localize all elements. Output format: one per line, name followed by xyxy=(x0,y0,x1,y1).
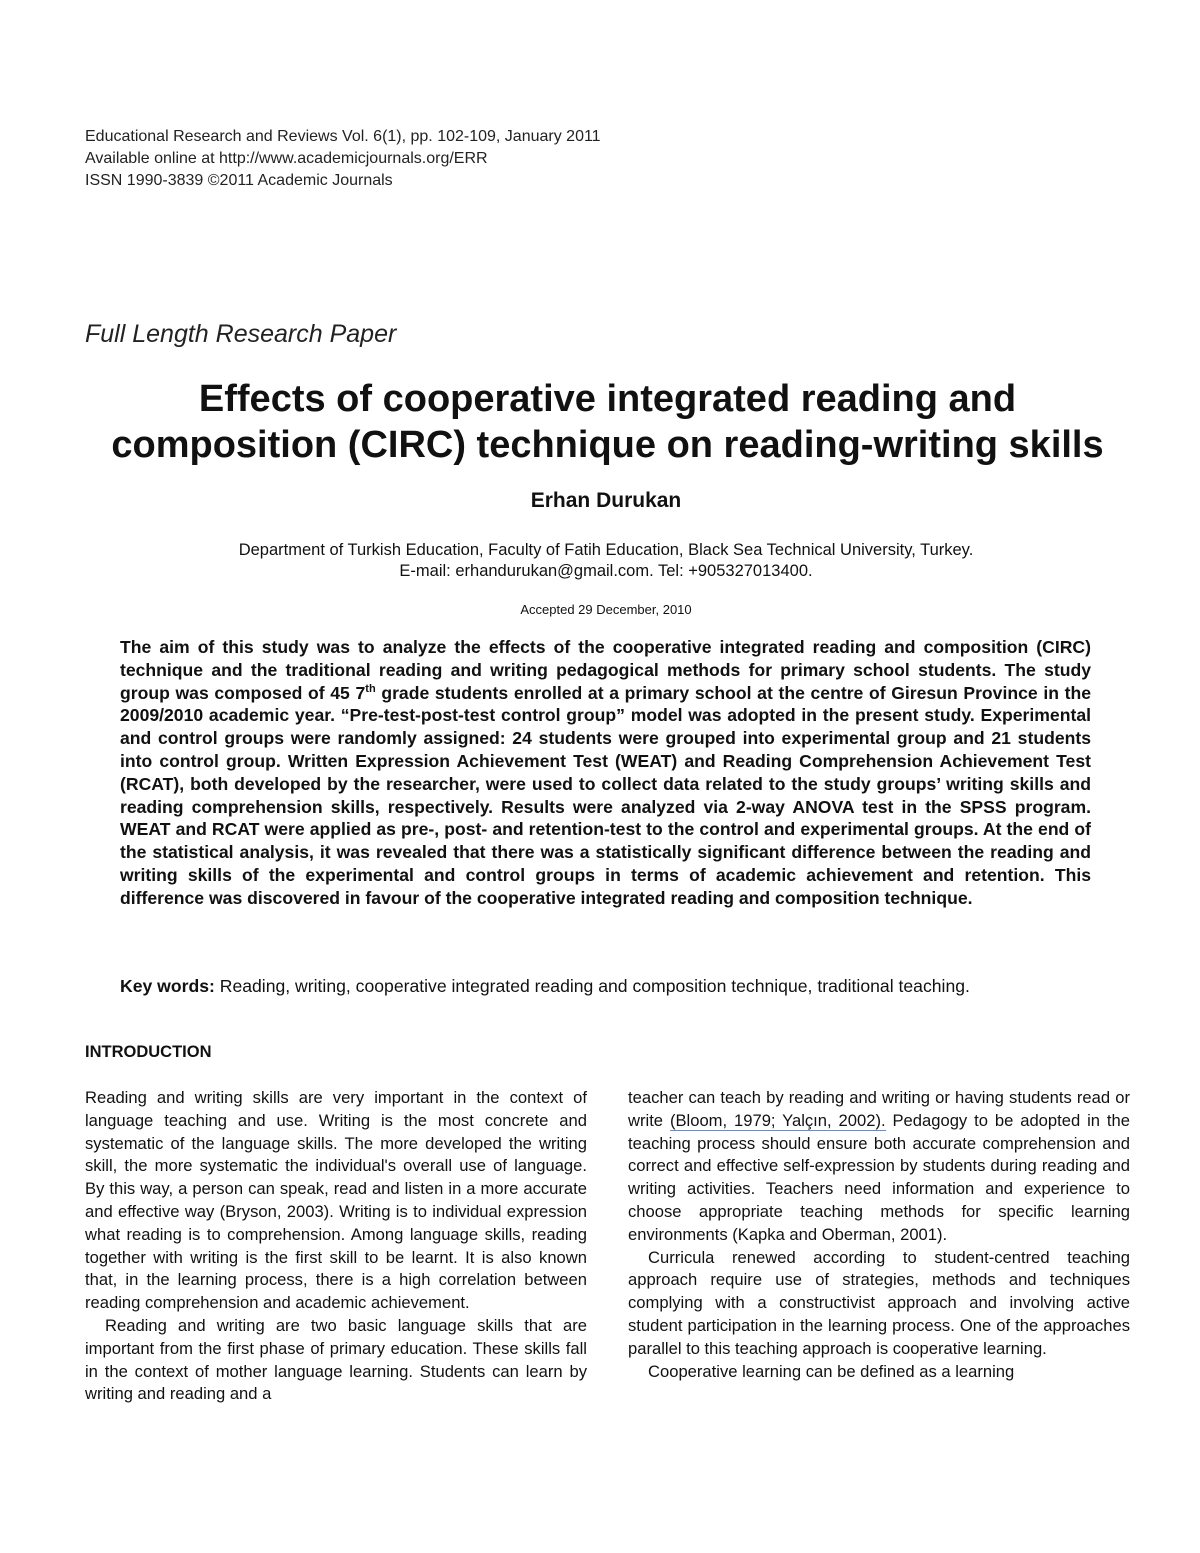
abstract-superscript: th xyxy=(365,682,376,695)
paper-type: Full Length Research Paper xyxy=(85,320,397,348)
journal-header xyxy=(85,126,601,192)
body-column-right xyxy=(628,1087,1130,1383)
abstract xyxy=(120,636,1091,910)
abstract-text-2: grade students enrolled at a primary school at the centre of Giresun Province in the 2009/2010 academic year. “Pre-test-post-test control group” model was adopted in the present study. Experimental and control groups were randomly assigned: 24 students were grouped into experimental group and 21 students into control group. Written Expression Achievement Test (WEAT) and Reading Comprehension Achievement Test (RCAT), both developed by the researcher, were used to collect data related to the study groups’ writing skills and reading comprehension skills, respectively. Results were analyzed via 2-way ANOVA test in the SPSS program. WEAT and RCAT were applied as pre-, post- and retention-test to the control and experimental groups. At the end of the statistical analysis, it was revealed that there was a statistically significant difference between the reading and writing skills of the experimental and control groups in terms of academic achievement and retention. This difference was discovered in favour of the cooperative integrated reading and composition technique. xyxy=(120,682,1091,908)
author-affiliation xyxy=(0,540,1200,582)
keywords-label: Key words: xyxy=(120,976,215,996)
journal-issn: ISSN 1990-3839 ©2011 Academic Journals xyxy=(85,172,393,189)
section-heading-introduction: INTRODUCTION xyxy=(85,1043,212,1061)
paper-title xyxy=(60,376,1155,468)
abstract-text-1: The aim of this study was to analyze the effects of the cooperative integrated reading and composition (CIRC) technique and the traditional reading and writing pedagogical methods for primary school students. The study group was composed of 45 7 xyxy=(120,637,1091,703)
keywords-text: Reading, writing, cooperative integrated reading and composition technique, traditional teaching. xyxy=(214,976,970,996)
journal-citation: Educational Research and Reviews Vol. 6(1), pp. 102-109, January 2011 xyxy=(85,128,601,145)
body-paragraph: Reading and writing skills are very important in the context of language teaching and use. Writing is the most concrete and systematic of the language skills. The more developed the writing skill, the more systematic the individual's overall use of language. By this way, a person can speak, read and listen in a more accurate and effective way (Bryson, 2003). Writing is to individual expression what reading is to comprehension. Among language skills, reading together with writing is the first skill to be learnt. It is also known that, in the learning process, there is a high correlation between reading comprehension and academic achievement. xyxy=(85,1088,587,1313)
citation-link[interactable]: (Bloom, 1979; Yalçın, 2002). xyxy=(669,1110,886,1130)
paragraph-text: teacher can teach by reading and writing or having students read or write xyxy=(628,1088,1130,1130)
affiliation-contact: E-mail: erhandurukan@gmail.com. Tel: +905327013400. xyxy=(399,562,813,580)
keywords xyxy=(120,975,1091,997)
body-paragraph: Reading and writing are two basic language skills that are important from the first phase of primary education. These skills fall in the context of mother language learning. Students can learn by writing and reading and a xyxy=(85,1315,587,1404)
paragraph-text: Pedagogy to be adopted in the teaching process should ensure both accurate comprehension and correct and effective self-expression by students during reading and writing activities. Teachers need information and experience to choose appropriate teaching methods for specific learning environments (Kapka and Oberman, 2001). xyxy=(628,1110,1130,1244)
author-name: Erhan Durukan xyxy=(530,489,682,512)
body-paragraph xyxy=(628,1087,1130,1247)
title-line-1: Effects of cooperative integrated reading and xyxy=(198,378,1017,420)
journal-url-line: Available online at http://www.academicjournals.org/ERR xyxy=(85,150,488,167)
affiliation-department: Department of Turkish Education, Faculty of Fatih Education, Black Sea Technical University, Turkey. xyxy=(238,541,974,559)
body-paragraph: Cooperative learning can be defined as a learning xyxy=(648,1361,1015,1381)
title-line-2: composition (CIRC) technique on reading-writing skills xyxy=(111,424,1104,466)
body-paragraph: Curricula renewed according to student-centred teaching approach require use of strategies, methods and techniques complying with a constructivist approach and involving active student participation in the learning process. One of the approaches parallel to this teaching approach is cooperative learning. xyxy=(628,1247,1130,1358)
body-column-left xyxy=(85,1087,587,1406)
accepted-date: Accepted 29 December, 2010 xyxy=(520,602,692,617)
